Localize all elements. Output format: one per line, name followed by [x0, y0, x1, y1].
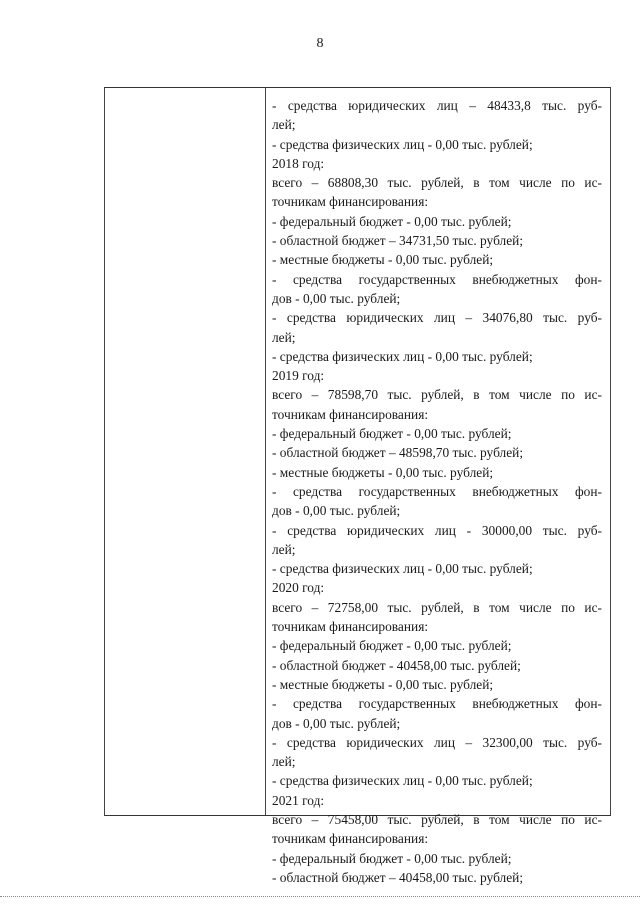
table-content-cell: [272, 96, 602, 887]
text-line: - средства государственных внебюджетных фон-: [272, 271, 602, 287]
text-line: лей;: [272, 329, 296, 345]
text-line: - областной бюджет - 40458,00 тыс. рублей;: [272, 657, 521, 673]
text-line: - местные бюджеты - 0,00 тыс. рублей;: [272, 676, 494, 692]
text-line: 2020 год:: [272, 580, 325, 596]
text-line: всего – 75458,00 тыс. рублей, в том числе по ис-: [272, 811, 602, 827]
text-line: - федеральный бюджет - 0,00 тыс. рублей;: [272, 638, 512, 654]
text-line: 2021 год:: [272, 792, 325, 808]
text-line: всего – 68808,30 тыс. рублей, в том числе по ис-: [272, 175, 602, 191]
text-line: - средства юридических лиц – 34076,80 тыс. руб-: [272, 310, 602, 326]
text-line: всего – 72758,00 тыс. рублей, в том числе по ис-: [272, 599, 602, 615]
text-line: - средства физических лиц - 0,00 тыс. рублей;: [272, 348, 533, 364]
text-line: - местные бюджеты - 0,00 тыс. рублей;: [272, 252, 494, 268]
text-line: - средства юридических лиц - 30000,00 тыс. руб-: [272, 522, 602, 538]
text-line: - средства государственных внебюджетных фон-: [272, 696, 602, 712]
text-line: - областной бюджет – 40458,00 тыс. рублей;: [272, 869, 524, 885]
text-line: 2019 год:: [272, 368, 325, 384]
text-line: - средства физических лиц - 0,00 тыс. рублей;: [272, 561, 533, 577]
text-line: - средства юридических лиц – 48433,8 тыс. руб-: [272, 98, 602, 113]
text-line: - средства юридических лиц – 32300,00 тыс. руб-: [272, 734, 602, 750]
text-line: точникам финансирования:: [272, 406, 429, 422]
text-line: - средства физических лиц - 0,00 тыс. рублей;: [272, 136, 533, 152]
text-line: точникам финансирования:: [272, 619, 429, 635]
page-number: 8: [316, 36, 324, 51]
page-bottom-rule: [0, 896, 640, 897]
text-line: дов - 0,00 тыс. рублей;: [272, 715, 401, 731]
text-line: дов - 0,00 тыс. рублей;: [272, 290, 401, 306]
text-line: 2018 год:: [272, 155, 325, 171]
text-line: - федеральный бюджет - 0,00 тыс. рублей;: [272, 850, 512, 866]
text-line: - средства физических лиц - 0,00 тыс. рублей;: [272, 773, 533, 789]
text-line: лей;: [272, 541, 296, 557]
text-line: - федеральный бюджет - 0,00 тыс. рублей;: [272, 213, 512, 229]
text-line: - средства государственных внебюджетных фон-: [272, 483, 602, 499]
text-line: - федеральный бюджет - 0,00 тыс. рублей;: [272, 426, 512, 442]
text-line: лей;: [272, 117, 296, 133]
text-line: дов - 0,00 тыс. рублей;: [272, 503, 401, 519]
text-line: точникам финансирования:: [272, 831, 429, 847]
financing-table: [104, 87, 611, 885]
column-divider: [265, 88, 266, 815]
text-line: - областной бюджет – 48598,70 тыс. рублей;: [272, 445, 524, 461]
text-line: всего – 78598,70 тыс. рублей, в том числе по ис-: [272, 387, 602, 403]
text-line: точникам финансирования:: [272, 194, 429, 210]
text-line: лей;: [272, 754, 296, 770]
text-line: - областной бюджет – 34731,50 тыс. рублей;: [272, 233, 524, 249]
table-label-cell: [105, 88, 265, 815]
text-line: - местные бюджеты - 0,00 тыс. рублей;: [272, 464, 494, 480]
